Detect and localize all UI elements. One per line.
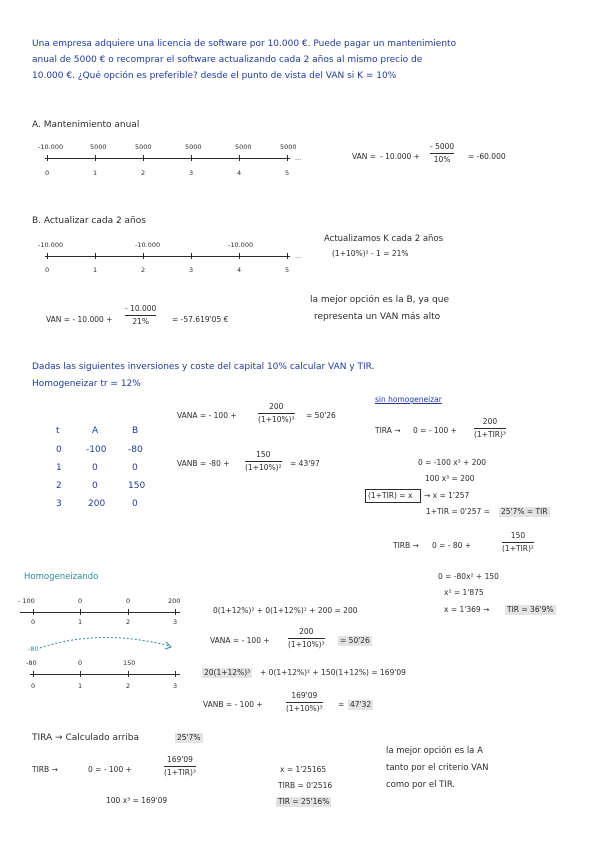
flow-label: -80 xyxy=(26,659,37,667)
denominator: (1+10%)³ xyxy=(258,414,295,424)
van-a-result: = -60.000 xyxy=(468,152,506,161)
tir-b-result: TIR = 36'9% xyxy=(507,605,554,614)
section-b-note-1: Actualizamos K cada 2 años xyxy=(324,234,444,244)
homog-van-a-lhs: VANA = - 100 + xyxy=(210,636,270,645)
flow-label: 0 xyxy=(78,597,83,605)
period-label: 3 xyxy=(189,266,194,274)
flow-label: -10.000 xyxy=(228,241,254,249)
axis-tick xyxy=(33,671,34,677)
tir-b-eq7: x = 1'369 → xyxy=(444,605,490,614)
van-a-lhs: - 10.000 + xyxy=(380,152,421,161)
numerator: 169'09 xyxy=(167,755,193,764)
table-cell: 0 xyxy=(132,499,138,509)
period-label: 1 xyxy=(93,266,98,274)
fraction-bar xyxy=(286,702,323,703)
numerator: 200 xyxy=(269,402,284,411)
table-cell: 3 xyxy=(56,499,62,509)
period-label: 4 xyxy=(237,266,242,274)
sin-homog-title: sin homogeneizar xyxy=(375,395,442,404)
van-b-result: = -57.619'05 € xyxy=(172,315,229,324)
flow-label: - 100 xyxy=(18,597,35,605)
axis-continuation: ... xyxy=(295,154,302,162)
period-label: 0 xyxy=(31,618,36,626)
denominator: (1+TIR)² xyxy=(502,543,534,553)
boxed-text: (1+TIR) = x xyxy=(368,491,413,500)
period-label: 3 xyxy=(189,169,194,177)
period-label: 5 xyxy=(285,169,290,177)
flow-label: -10.000 xyxy=(135,241,161,249)
van-a2-result: = 50'26 xyxy=(306,411,336,420)
homog-title: Homogeneizando xyxy=(24,572,99,582)
period-label: 2 xyxy=(126,618,131,626)
table-cell: 0 xyxy=(56,445,62,455)
period-label: 1 xyxy=(78,618,83,626)
homog-van-b-result: 47'32 xyxy=(350,700,372,709)
homog-eq-b-rest: + 0(1+12%)² + 150(1+12%) = 169'09 xyxy=(260,668,406,677)
tir-a-eq2: 100 x³ = 200 xyxy=(425,474,475,483)
homog-van-a-fraction xyxy=(288,628,325,648)
flow-label: 5000 xyxy=(185,143,202,151)
final-tir-b-value: TIRB = 0'2516 xyxy=(278,781,333,790)
homog-van-b-lhs: VANB = - 100 + xyxy=(203,700,263,709)
timeline-axis xyxy=(30,674,180,675)
fraction-bar xyxy=(288,638,325,639)
final-conclusion-1: la mejor opción es la A xyxy=(386,746,483,756)
denominator: (1+TIR)³ xyxy=(474,429,506,439)
van-a-label: VAN = xyxy=(352,152,377,161)
section-b-note-2: (1+10%)² - 1 = 21% xyxy=(332,249,409,258)
final-conclusion-2: tanto por el criterio VAN xyxy=(386,763,489,773)
van-b-lhs: VAN = - 10.000 + xyxy=(46,315,113,324)
numerator: 150 xyxy=(510,531,526,540)
final-tir-b-lhs: 0 = - 100 + xyxy=(88,765,132,774)
numerator: - 5000 xyxy=(430,142,455,151)
table-cell: 0 xyxy=(92,481,98,491)
period-label: 0 xyxy=(45,266,50,274)
homog-eq-a: 0(1+12%)² + 0(1+12%)¹ + 200 = 200 xyxy=(213,606,358,615)
final-x-value: x = 1'25165 xyxy=(280,765,327,774)
table-cell: -80 xyxy=(128,445,143,455)
period-label: 4 xyxy=(237,169,242,177)
van-b2-lhs: VANB = -80 + xyxy=(177,459,230,468)
tir-a-label: TIRA → xyxy=(375,426,401,435)
homog-arrow-label: -80 xyxy=(28,645,39,653)
fraction-bar xyxy=(164,766,196,767)
numerator: 200 xyxy=(482,417,498,426)
final-tir-b-fraction xyxy=(164,756,196,776)
axis-continuation: ... xyxy=(295,252,302,260)
table-cell: 0 xyxy=(92,463,98,473)
period-label: 5 xyxy=(285,266,290,274)
flow-label: 0 xyxy=(126,597,131,605)
flow-label: 5000 xyxy=(235,143,252,151)
axis-tick xyxy=(80,671,81,677)
period-label: 3 xyxy=(173,618,178,626)
table-cell: 2 xyxy=(56,481,62,491)
section-b-title: B. Actualizar cada 2 años xyxy=(32,216,146,226)
equals-sign: = xyxy=(338,700,345,709)
table-header: A xyxy=(92,426,99,436)
tir-b-eq5: 0 = -80x² + 150 xyxy=(438,572,499,581)
denominator: (1+10%)³ xyxy=(286,703,323,713)
flow-label: 150 xyxy=(123,659,136,667)
intro-line-1: Una empresa adquiere una licencia de software por 10.000 €. Puede pagar un mantenimiento xyxy=(32,39,457,49)
tir-b-eq6: x² = 1'875 xyxy=(444,588,484,597)
denominator: (1+10%)³ xyxy=(288,639,325,649)
section-b-conclusion-2: representa un VAN más alto xyxy=(314,312,441,322)
final-conclusion-3: como por el TIR. xyxy=(386,780,456,790)
denominator: (1+10%)² xyxy=(245,462,282,472)
tir-a-eq3: → x = 1'257 xyxy=(424,491,470,500)
flow-label: -10.000 xyxy=(38,143,64,151)
section2-line-1: Dadas las siguientes inversiones y coste del capital 10% calcular VAN y TIR. xyxy=(32,362,375,372)
flow-label: 5000 xyxy=(280,143,297,151)
final-eq-1: 100 x³ = 169'09 xyxy=(106,796,168,805)
period-label: 1 xyxy=(78,682,83,690)
numerator: 200 xyxy=(299,627,314,636)
denominator: (1+TIR)³ xyxy=(164,767,196,777)
numerator: 169'09 xyxy=(291,691,318,700)
section2-line-2: Homogeneizar tr = 12% xyxy=(32,379,141,389)
compounding-arrow xyxy=(40,637,170,648)
tir-a-eq4: 1+TIR = 0'257 = xyxy=(426,507,490,516)
period-label: 1 xyxy=(93,169,98,177)
axis-tick xyxy=(128,671,129,677)
denominator: 10% xyxy=(433,154,451,164)
period-label: 2 xyxy=(141,169,146,177)
final-tir-a-text: TIRA → Calculado arriba xyxy=(32,733,139,743)
table-header: t xyxy=(56,426,60,436)
homog-eq-b-highlight: 20(1+12%)³ xyxy=(204,668,251,677)
table-header: B xyxy=(132,426,139,436)
table-cell: 150 xyxy=(128,481,146,491)
denominator: 21% xyxy=(132,316,149,326)
flow-label: 5000 xyxy=(135,143,152,151)
final-tir-b-label: TIRB → xyxy=(32,765,58,774)
flow-label: -10.000 xyxy=(38,241,64,249)
period-label: 3 xyxy=(173,682,178,690)
table-cell: -100 xyxy=(86,445,107,455)
homog-van-b-fraction xyxy=(286,692,323,712)
period-label: 2 xyxy=(141,266,146,274)
numerator: 150 xyxy=(256,450,271,459)
period-label: 2 xyxy=(126,682,131,690)
tir-a-eq1: 0 = -100 x³ + 200 xyxy=(418,458,487,467)
final-tir-a-value: 25'7% xyxy=(177,733,201,742)
intro-line-3: 10.000 €. ¿Qué opción es preferible? desde el punto de vista del VAN si K = 10% xyxy=(32,71,397,81)
numerator: - 10.000 xyxy=(125,304,157,313)
section-a-title: A. Mantenimiento anual xyxy=(32,120,140,130)
period-label: 0 xyxy=(45,169,50,177)
flow-label: 0 xyxy=(78,659,83,667)
table-cell: 200 xyxy=(88,499,106,509)
final-tir-result: TIR = 25'16% xyxy=(278,797,330,806)
homog-van-a-result: = 50'26 xyxy=(340,636,370,645)
tir-a-result: 25'7% = TIR xyxy=(501,507,548,516)
table-cell: 1 xyxy=(56,463,62,473)
table-cell: 0 xyxy=(132,463,138,473)
van-b2-result: = 43'97 xyxy=(290,459,320,468)
flow-label: 200 xyxy=(168,597,181,605)
axis-tick xyxy=(175,671,176,677)
flow-label: 5000 xyxy=(90,143,107,151)
tir-b-lhs: 0 = - 80 + xyxy=(432,541,472,550)
van-a2-lhs: VANA = - 100 + xyxy=(177,411,237,420)
tir-a-lhs: 0 = - 100 + xyxy=(413,426,457,435)
intro-line-2: anual de 5000 € o recomprar el software actualizando cada 2 años al mismo precio de xyxy=(32,55,423,65)
period-label: 0 xyxy=(31,682,36,690)
tir-b-label: TIRB → xyxy=(393,541,419,550)
section-b-conclusion-1: la mejor opción es la B, ya que xyxy=(310,295,450,305)
